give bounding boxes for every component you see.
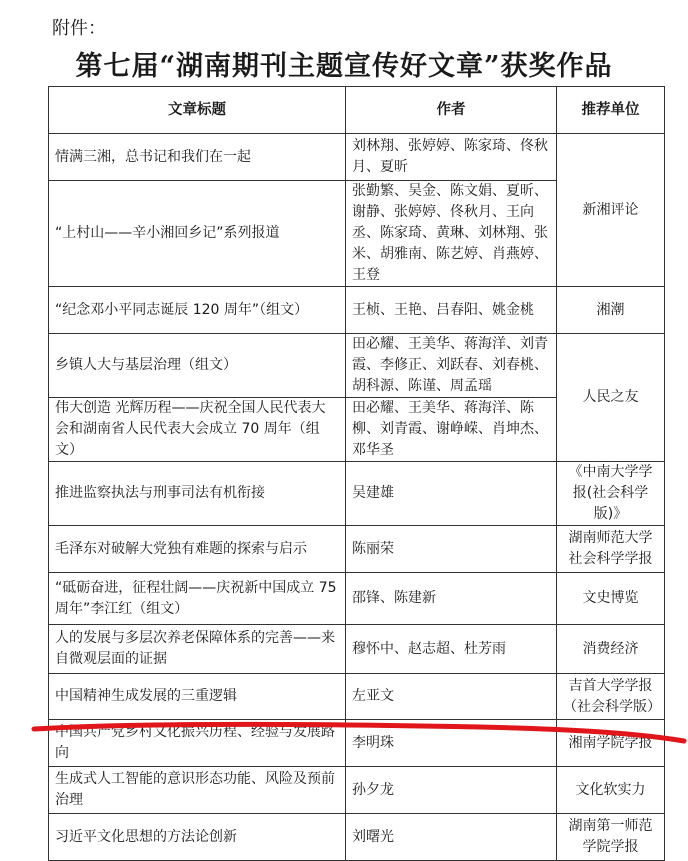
- recommending-unit: 湘潮: [557, 287, 665, 334]
- article-author: 田必耀、王美华、蒋海洋、刘青霞、李修正、刘跃春、刘春桃、胡科源、陈谨、周孟瑶: [346, 334, 557, 398]
- article-author: 吴建雄: [346, 462, 557, 526]
- article-author: 左亚文: [346, 674, 557, 720]
- table-row: [49, 287, 665, 334]
- table-row: [49, 526, 665, 573]
- recommending-unit: 湖南师范大学社会科学学报: [557, 526, 665, 573]
- article-author: 李明珠: [346, 720, 557, 767]
- article-author: 田必耀、王美华、蒋海洋、陈柳、刘青霞、谢峥嵘、肖坤杰、邓华圣: [346, 398, 557, 462]
- article-author: 张勤繁、吴金、陈文娟、夏昕、谢静、张婷婷、佟秋月、王向丞、陈家琦、黄琳、刘林翔、张米、胡雅南、陈艺婷、肖燕婷、王登: [346, 181, 557, 287]
- article-title: 习近平文化思想的方法论创新: [49, 814, 346, 861]
- article-title: 中国精神生成发展的三重逻辑: [49, 674, 346, 720]
- article-title: 推进监察执法与刑事司法有机衔接: [49, 462, 346, 526]
- article-author: 刘曙光: [346, 814, 557, 861]
- article-author: 穆怀中、赵志超、杜芳雨: [346, 625, 557, 674]
- article-author: 陈丽荣: [346, 526, 557, 573]
- article-author: 王桢、王艳、吕春阳、姚金桃: [346, 287, 557, 334]
- recommending-unit: 吉首大学学报（社会科学版）: [557, 674, 665, 720]
- recommending-unit: 文化软实力: [557, 767, 665, 814]
- table-row: [49, 573, 665, 625]
- article-title: 人的发展与多层次养老保障体系的完善——来自微观层面的证据: [49, 625, 346, 674]
- table-row: [49, 767, 665, 814]
- recommending-unit: 文史博览: [557, 573, 665, 625]
- table-row: [49, 134, 665, 181]
- article-title: “砥砺奋进，征程壮阔——庆祝新中国成立 75 周年”李江红（组文）: [49, 573, 346, 625]
- recommending-unit: 湖南第一师范学院学报: [557, 814, 665, 861]
- article-author: 刘林翔、张婷婷、陈家琦、佟秋月、夏昕: [346, 134, 557, 181]
- recommending-unit: 《中南大学学报(社会科学版)》: [557, 462, 665, 526]
- article-title: 情满三湘，总书记和我们在一起: [49, 134, 346, 181]
- recommending-unit: 消费经济: [557, 625, 665, 674]
- article-title: 伟大创造 光辉历程——庆祝全国人民代表大会和湖南省人民代表大会成立 70 周年（组文）: [49, 398, 346, 462]
- article-title: “上村山——辛小湘回乡记”系列报道: [49, 181, 346, 287]
- recommending-unit: 湘南学院学报: [557, 720, 665, 767]
- recommending-unit: 新湘评论: [557, 134, 665, 287]
- table-row: [49, 720, 665, 767]
- article-title: 乡镇人大与基层治理（组文）: [49, 334, 346, 398]
- awards-table: [48, 86, 665, 861]
- article-title: 毛泽东对破解大党独有难题的探索与启示: [49, 526, 346, 573]
- article-author: 孙夕龙: [346, 767, 557, 814]
- article-title: 中国共产党乡村文化振兴历程、经验与发展路向: [49, 720, 346, 767]
- column-header-author: 作者: [346, 87, 557, 134]
- recommending-unit: 人民之友: [557, 334, 665, 462]
- article-author: 邵锋、陈建新: [346, 573, 557, 625]
- table-header-row: [49, 87, 665, 134]
- table-row: [49, 625, 665, 674]
- article-title: 生成式人工智能的意识形态功能、风险及预前治理: [49, 767, 346, 814]
- article-title: “纪念邓小平同志诞辰 120 周年”（组文）: [49, 287, 346, 334]
- attachment-label: 附件：: [52, 18, 106, 39]
- table-row: [49, 462, 665, 526]
- document-title: 第七届“湖南期刊主题宣传好文章”获奖作品: [75, 51, 613, 82]
- column-header-unit: 推荐单位: [557, 87, 665, 134]
- table-row: [49, 334, 665, 398]
- column-header-title: 文章标题: [49, 87, 346, 134]
- table-row: [49, 674, 665, 720]
- table-row: [49, 814, 665, 861]
